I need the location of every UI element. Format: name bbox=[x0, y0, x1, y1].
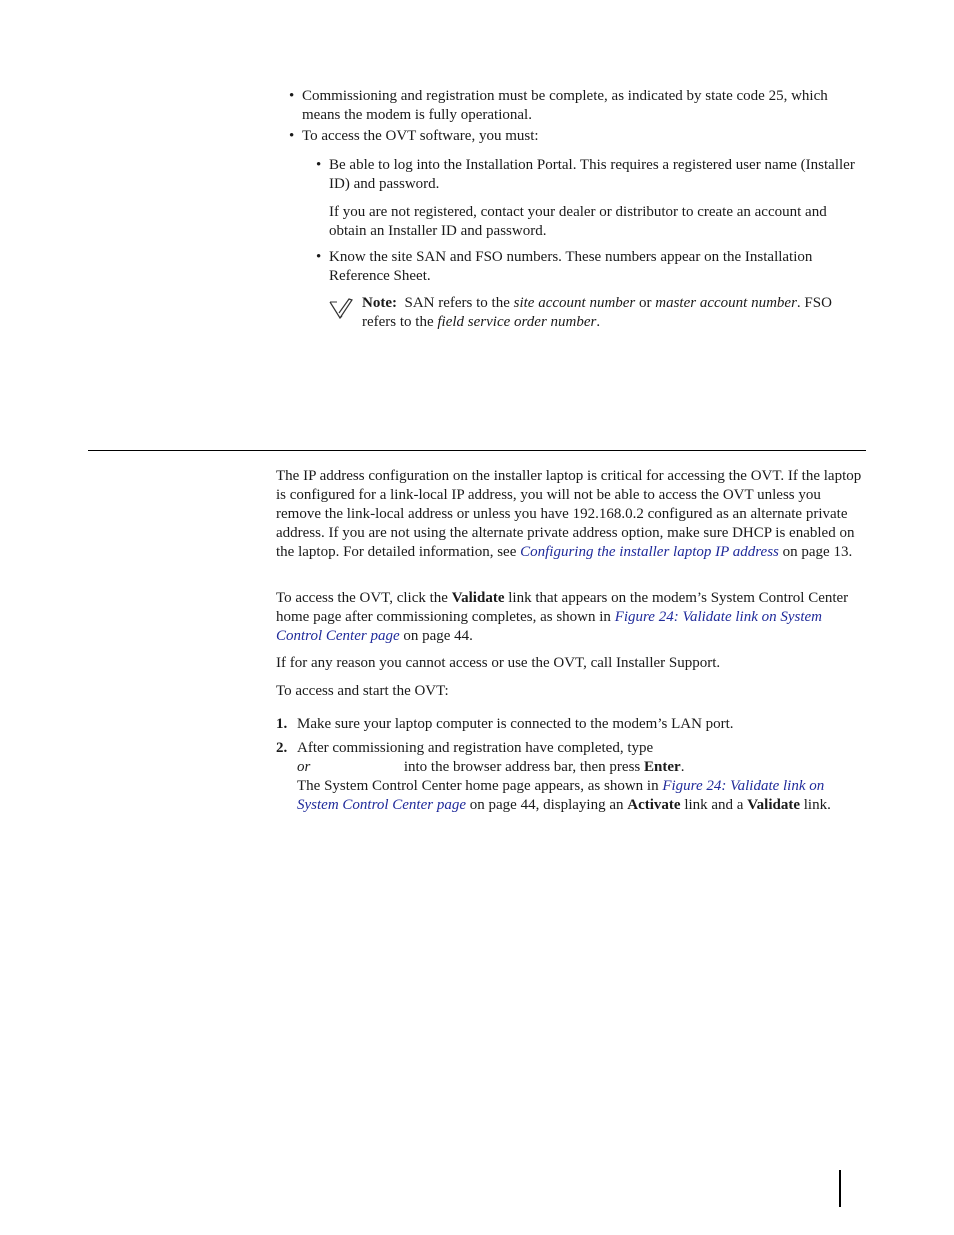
bullet-text: Be able to log into the Installation Portal. This requires a registered user name (Installer ID) and password. bbox=[329, 157, 855, 192]
paragraph-installer-support: If for any reason you cannot access or use the OVT, call Installer Support. bbox=[276, 655, 721, 671]
step-2-line-2: or into the browser address bar, then press Enter. bbox=[297, 759, 685, 775]
note: Note: SAN refers to the site account number or master account number. FSO refers to the field service order number. bbox=[362, 295, 832, 330]
bullet-dot: • bbox=[316, 249, 322, 265]
bullet-access-ovt bbox=[289, 127, 862, 146]
paragraph-access-ovt: To access the OVT, click the Validate link that appears on the modem’s System Control Center home page after commissioning completes, as shown in Figure 24: Validate link on System Control Center page on page 44. bbox=[276, 590, 849, 644]
bullet-dot: • bbox=[289, 128, 295, 144]
step-2-line-3: The System Control Center home page appears, as shown in Figure 24: Validate link on System Control Center page on page 44, displaying an Activate link and a Validate link. bbox=[297, 778, 831, 813]
page-margin-bar bbox=[839, 1170, 841, 1207]
step-number: 1. bbox=[276, 716, 288, 732]
step-2-line-1: After commissioning and registration have completed, type bbox=[297, 740, 654, 756]
sub-bullet-san-fso bbox=[316, 248, 849, 286]
bullet-text: Know the site SAN and FSO numbers. These numbers appear on the Installation Reference Sheet. bbox=[329, 249, 813, 284]
sub-bullet-followup: If you are not registered, contact your dealer or distributor to create an account and obtain an Installer ID and password. bbox=[329, 204, 827, 239]
link-configuring-laptop-ip[interactable]: Configuring the installer laptop IP address bbox=[520, 544, 779, 560]
bullet-dot: • bbox=[289, 88, 295, 104]
link-figure-24[interactable]: Figure 24: Validate link on System Control Center page bbox=[276, 609, 823, 644]
bullet-text: Commissioning and registration must be complete, as indicated by state code 25, which means the modem is fully operational. bbox=[302, 88, 828, 123]
sub-bullet-portal bbox=[316, 156, 869, 194]
step-text: Make sure your laptop computer is connected to the modem’s LAN port. bbox=[297, 716, 734, 732]
bullet-commissioning bbox=[289, 87, 862, 125]
paragraph-to-start: To access and start the OVT: bbox=[276, 683, 449, 699]
link-figure-24-step[interactable]: Figure 24: Validate link on System Control Center page bbox=[297, 778, 825, 813]
bullet-dot: • bbox=[316, 157, 322, 173]
step-number: 2. bbox=[276, 740, 288, 756]
bullet-text: To access the OVT software, you must: bbox=[302, 128, 539, 144]
paragraph-ip-config: The IP address configuration on the installer laptop is critical for accessing the OVT. If the laptop is configured for a link-local IP address, you will not be able to access the OVT unless you remove the link-local address or unless you have 192.168.0.2 configured as an alternate private address. If you are not using the alternate private address option, make sure DHCP is enabled on the laptop. For detailed information, see Configuring the installer laptop IP address on page 13. bbox=[276, 468, 862, 560]
section-divider bbox=[88, 450, 866, 451]
note-label: Note: bbox=[362, 295, 397, 311]
note-pencil-icon bbox=[328, 296, 354, 320]
